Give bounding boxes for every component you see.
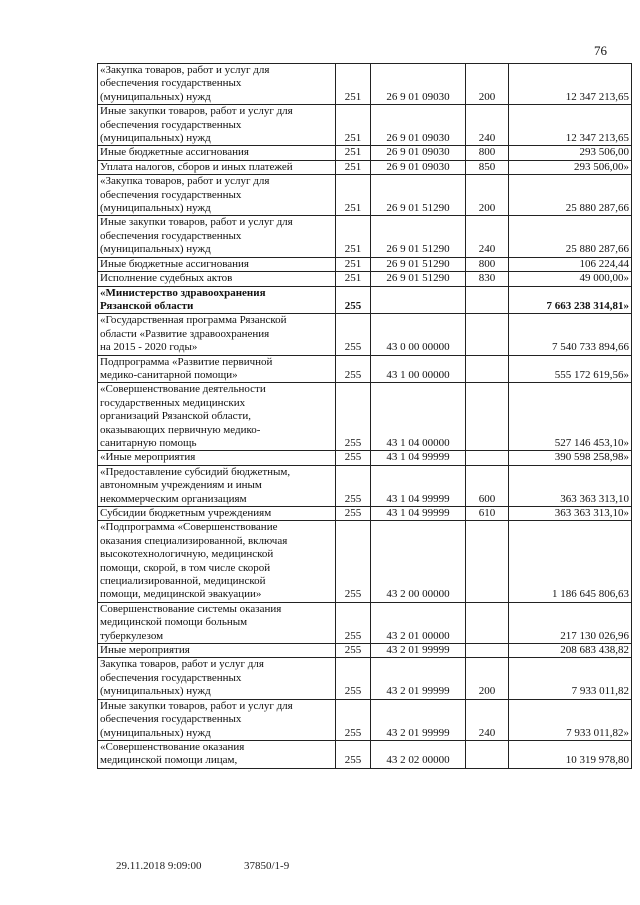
target-article-code [371, 286, 466, 314]
table-row [98, 383, 632, 451]
footer-date: 29.11.2018 9:09:00 [116, 860, 202, 872]
row-name-line: «Иные мероприятия [100, 451, 196, 464]
expense-type-code: 600 [466, 465, 509, 506]
row-name-line: на 2015 - 2020 годы» [100, 341, 198, 354]
expense-type-code [466, 286, 509, 314]
row-name-line: оказания специализированной, включая [100, 534, 288, 547]
row-name-cell [98, 507, 336, 521]
table-row [98, 257, 632, 271]
target-article-code: 43 0 00 00000 [371, 314, 466, 355]
row-name-cell [98, 216, 336, 257]
table-row [98, 314, 632, 355]
table-row [98, 175, 632, 216]
target-article-code: 26 9 01 09030 [371, 64, 466, 105]
department-code: 255 [336, 383, 371, 451]
expense-type-code [466, 602, 509, 643]
department-code: 255 [336, 507, 371, 521]
amount: 363 363 313,10 [509, 465, 632, 506]
table-row [98, 451, 632, 465]
amount: 106 224,44 [509, 257, 632, 271]
target-article-code: 43 1 04 00000 [371, 383, 466, 451]
table-row [98, 286, 632, 314]
row-name-line: (муниципальных) нужд [100, 243, 211, 256]
table-row [98, 699, 632, 740]
row-name-line: организаций Рязанской области, [100, 410, 252, 423]
table-row [98, 146, 632, 160]
amount: 49 000,00» [509, 272, 632, 286]
row-name-line: «Закупка товаров, работ и услуг для [100, 64, 270, 76]
target-article-code: 43 1 04 99999 [371, 507, 466, 521]
target-article-code: 26 9 01 51290 [371, 272, 466, 286]
table-row [98, 507, 632, 521]
amount: 293 506,00 [509, 146, 632, 160]
row-name-cell [98, 314, 336, 355]
row-name-line: помощи, скорой, в том числе скорой [100, 561, 271, 574]
expense-type-code [466, 521, 509, 602]
department-code: 251 [336, 175, 371, 216]
row-name-cell [98, 740, 336, 768]
table-row [98, 658, 632, 699]
row-name-cell [98, 658, 336, 699]
row-name-line: Иные закупки товаров, работ и услуг для [100, 105, 293, 118]
department-code: 255 [336, 314, 371, 355]
row-name-cell [98, 521, 336, 602]
row-name-line: (муниципальных) нужд [100, 132, 211, 145]
expense-type-code: 240 [466, 699, 509, 740]
expense-type-code: 200 [466, 64, 509, 105]
amount: 25 880 287,66 [509, 175, 632, 216]
row-name-line: Иные бюджетные ассигнования [100, 257, 249, 270]
expense-type-code [466, 314, 509, 355]
department-code: 255 [336, 355, 371, 383]
row-name-line: обеспечения государственных [100, 229, 242, 242]
row-name-line: «Министерство здравоохранения [100, 286, 266, 299]
target-article-code: 26 9 01 51290 [371, 257, 466, 271]
row-name-line: санитарную помощь [100, 436, 197, 449]
department-code: 255 [336, 658, 371, 699]
expense-type-code [466, 355, 509, 383]
target-article-code: 26 9 01 09030 [371, 105, 466, 146]
amount: 12 347 213,65 [509, 105, 632, 146]
target-article-code: 26 9 01 51290 [371, 175, 466, 216]
row-name-line: Иные бюджетные ассигнования [100, 146, 249, 159]
row-name-line: туберкулезом [100, 629, 164, 642]
expense-type-code: 200 [466, 658, 509, 699]
expense-type-code [466, 451, 509, 465]
row-name-line: Рязанской области [100, 299, 194, 312]
row-name-cell [98, 272, 336, 286]
target-article-code: 43 2 01 99999 [371, 658, 466, 699]
row-name-cell [98, 644, 336, 658]
row-name-line: обеспечения государственных [100, 77, 242, 90]
amount: 390 598 258,98» [509, 451, 632, 465]
row-name-line: медико-санитарной помощи» [100, 368, 238, 381]
row-name-line: автономным учреждениям и иным [100, 479, 262, 492]
amount: 12 347 213,65 [509, 64, 632, 105]
row-name-cell [98, 451, 336, 465]
row-name-cell [98, 105, 336, 146]
row-name-line: медицинской помощи лицам, [100, 754, 238, 767]
row-name-line: (муниципальных) нужд [100, 202, 211, 215]
row-name-cell [98, 64, 336, 105]
table-row [98, 105, 632, 146]
department-code: 251 [336, 272, 371, 286]
amount: 7 933 011,82 [509, 658, 632, 699]
amount: 10 319 978,80 [509, 740, 632, 768]
target-article-code: 26 9 01 09030 [371, 160, 466, 174]
department-code: 251 [336, 257, 371, 271]
department-code: 255 [336, 740, 371, 768]
table-row [98, 216, 632, 257]
target-article-code: 43 2 00 00000 [371, 521, 466, 602]
expense-type-code: 850 [466, 160, 509, 174]
row-name-line: «Закупка товаров, работ и услуг для [100, 175, 270, 188]
table-row [98, 521, 632, 602]
row-name-line: государственных медицинских [100, 396, 246, 409]
row-name-line: обеспечения государственных [100, 188, 242, 201]
page-number: 76 [594, 43, 607, 58]
expense-type-code [466, 383, 509, 451]
amount: 7 540 733 894,66 [509, 314, 632, 355]
target-article-code: 26 9 01 09030 [371, 146, 466, 160]
amount: 217 130 026,96 [509, 602, 632, 643]
amount: 7 663 238 314,81» [509, 286, 632, 314]
table-row [98, 740, 632, 768]
row-name-line: медицинской помощи больным [100, 616, 248, 629]
row-name-line: области «Развитие здравоохранения [100, 327, 270, 340]
row-name-cell [98, 383, 336, 451]
row-name-line: помощи, медицинской эвакуации» [100, 588, 262, 601]
department-code: 251 [336, 64, 371, 105]
amount: 1 186 645 806,63 [509, 521, 632, 602]
target-article-code: 43 1 04 99999 [371, 465, 466, 506]
row-name-line: Закупка товаров, работ и услуг для [100, 658, 264, 671]
row-name-line: Совершенствование системы оказания [100, 602, 282, 615]
row-name-cell [98, 465, 336, 506]
expense-type-code [466, 644, 509, 658]
table-row [98, 64, 632, 105]
department-code: 255 [336, 465, 371, 506]
row-name-line: «Совершенствование деятельности [100, 383, 266, 396]
department-code: 255 [336, 699, 371, 740]
row-name-line: «Государственная программа Рязанской [100, 314, 287, 327]
target-article-code: 43 2 02 00000 [371, 740, 466, 768]
amount: 363 363 313,10» [509, 507, 632, 521]
budget-allocation-table [97, 63, 632, 769]
row-name-cell [98, 286, 336, 314]
target-article-code: 26 9 01 51290 [371, 216, 466, 257]
expense-type-code: 240 [466, 216, 509, 257]
amount: 527 146 453,10» [509, 383, 632, 451]
row-name-cell [98, 602, 336, 643]
table-row [98, 602, 632, 643]
row-name-cell [98, 355, 336, 383]
amount: 25 880 287,66 [509, 216, 632, 257]
row-name-line: некоммерческим организациям [100, 492, 247, 505]
department-code: 251 [336, 146, 371, 160]
row-name-line: Иные закупки товаров, работ и услуг для [100, 699, 293, 712]
department-code: 255 [336, 521, 371, 602]
target-article-code: 43 2 01 99999 [371, 644, 466, 658]
row-name-cell [98, 699, 336, 740]
department-code: 251 [336, 105, 371, 146]
row-name-cell [98, 175, 336, 216]
row-name-line: Исполнение судебных актов [100, 272, 233, 285]
table-row [98, 644, 632, 658]
row-name-line: (муниципальных) нужд [100, 685, 211, 698]
row-name-line: Субсидии бюджетным учреждениям [100, 507, 272, 519]
row-name-line: оказывающих первичную медико- [100, 423, 261, 436]
department-code: 255 [336, 451, 371, 465]
expense-type-code: 610 [466, 507, 509, 521]
department-code: 251 [336, 160, 371, 174]
department-code: 255 [336, 602, 371, 643]
amount: 293 506,00» [509, 160, 632, 174]
amount: 208 683 438,82 [509, 644, 632, 658]
table-row [98, 160, 632, 174]
row-name-line: обеспечения государственных [100, 713, 242, 726]
row-name-line: «Предоставление субсидий бюджетным, [100, 465, 291, 478]
row-name-cell [98, 160, 336, 174]
target-article-code: 43 2 01 99999 [371, 699, 466, 740]
row-name-line: специализированной, медицинской [100, 575, 266, 588]
amount: 7 933 011,82» [509, 699, 632, 740]
table-row [98, 465, 632, 506]
expense-type-code: 240 [466, 105, 509, 146]
expense-type-code [466, 740, 509, 768]
footer-doc-code: 37850/1-9 [244, 860, 290, 872]
row-name-line: (муниципальных) нужд [100, 90, 211, 103]
expense-type-code: 830 [466, 272, 509, 286]
row-name-line: высокотехнологичную, медицинской [100, 548, 274, 561]
target-article-code: 43 1 00 00000 [371, 355, 466, 383]
row-name-line: Уплата налогов, сборов и иных платежей [100, 160, 293, 173]
row-name-line: Иные мероприятия [100, 644, 190, 657]
expense-type-code: 800 [466, 257, 509, 271]
table-row [98, 272, 632, 286]
table-row [98, 355, 632, 383]
row-name-cell [98, 146, 336, 160]
row-name-line: «Подпрограмма «Совершенствование [100, 521, 278, 534]
row-name-line: (муниципальных) нужд [100, 726, 211, 739]
row-name-line: Иные закупки товаров, работ и услуг для [100, 216, 293, 229]
row-name-cell [98, 257, 336, 271]
target-article-code: 43 1 04 99999 [371, 451, 466, 465]
expense-type-code: 800 [466, 146, 509, 160]
expense-type-code: 200 [466, 175, 509, 216]
department-code: 251 [336, 216, 371, 257]
amount: 555 172 619,56» [509, 355, 632, 383]
row-name-line: обеспечения государственных [100, 118, 242, 131]
department-code: 255 [336, 286, 371, 314]
target-article-code: 43 2 01 00000 [371, 602, 466, 643]
row-name-line: «Совершенствование оказания [100, 740, 245, 753]
row-name-line: обеспечения государственных [100, 671, 242, 684]
row-name-line: Подпрограмма «Развитие первичной [100, 355, 273, 368]
department-code: 255 [336, 644, 371, 658]
